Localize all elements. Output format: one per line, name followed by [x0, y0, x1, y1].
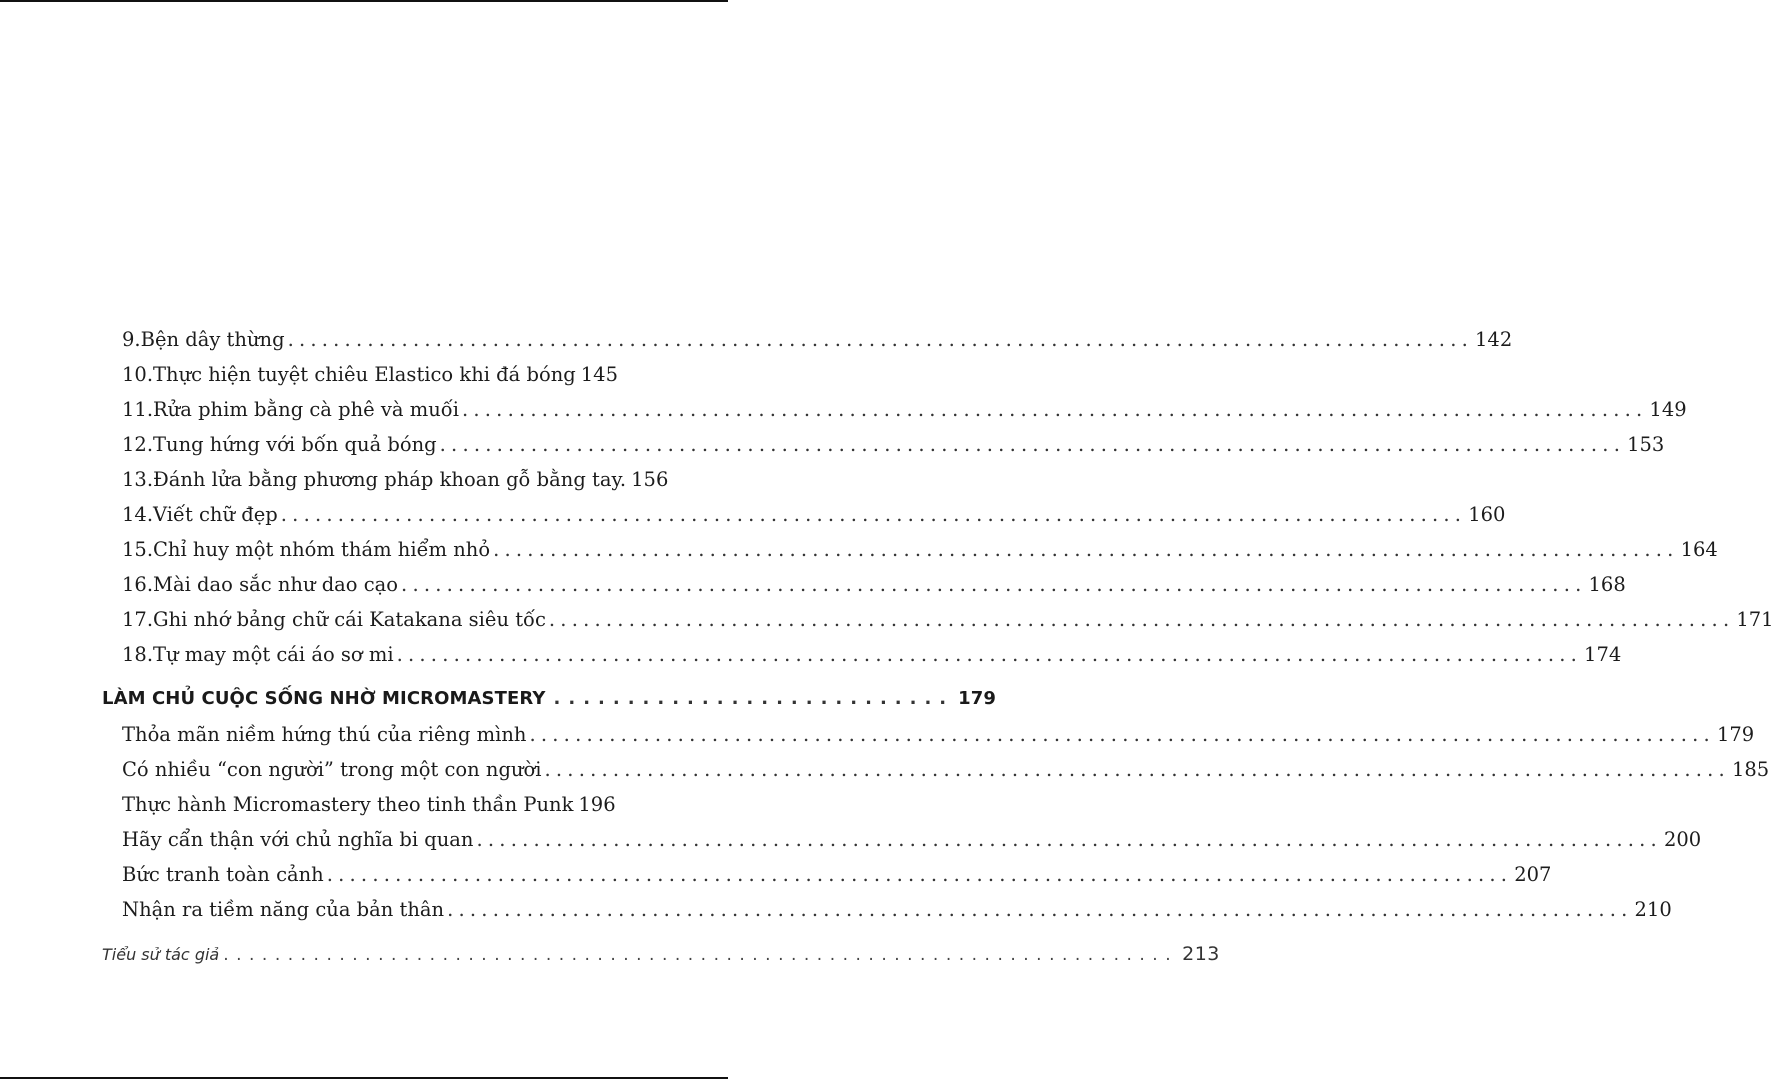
dot-leader: ........................................................................................................: [548, 608, 1735, 631]
entry-title: Bện dây thừng: [140, 328, 285, 351]
entry-title: Tự may một cái áo sơ mi: [153, 643, 394, 666]
toc-entry[interactable]: [122, 538, 1718, 561]
toc-entry[interactable]: [122, 573, 1626, 596]
toc-entry[interactable]: [122, 468, 669, 491]
dot-leader: ........................................................................................................: [439, 433, 1626, 456]
entry-page: 196: [578, 793, 616, 816]
entry-title: Bức tranh toàn cảnh: [122, 863, 324, 886]
entry-page: 149: [1649, 398, 1687, 421]
toc-subentry[interactable]: [122, 828, 1702, 851]
dot-leader: ........................................................................................................: [544, 758, 1730, 781]
section-title: LÀM CHỦ CUỘC SỐNG NHỜ MICROMASTERY: [102, 688, 546, 709]
entry-page: 210: [1634, 898, 1672, 921]
entry-title: Tung hứng với bốn quả bóng: [153, 433, 437, 456]
dot-leader: ........................................................................................................: [493, 538, 1679, 561]
entry-number: 12.: [122, 433, 154, 456]
section-page: 179: [958, 688, 997, 709]
toc-entry[interactable]: [122, 328, 1513, 351]
entry-number: 10.: [122, 363, 154, 386]
entry-page: 168: [1588, 573, 1626, 596]
entry-title: Viết chữ đẹp: [153, 503, 278, 526]
entry-page: 200: [1663, 828, 1702, 851]
toc-subentry[interactable]: [122, 793, 616, 816]
top-border-line: [0, 0, 728, 2]
dot-leader: ...........................: [553, 688, 955, 709]
entry-number: 18.: [122, 643, 154, 666]
entry-title: Rửa phim bằng cà phê và muối: [153, 398, 459, 421]
toc-subentry[interactable]: [122, 723, 1755, 746]
entry-page: 153: [1627, 433, 1665, 456]
entry-title: Thực hiện tuyệt chiêu Elastico khi đá bóng: [153, 363, 576, 386]
bio-page: 213: [1182, 943, 1220, 965]
bio-title: Tiểu sử tác giả: [102, 945, 220, 964]
entry-number: 17.: [122, 608, 154, 631]
toc-subentry[interactable]: [122, 758, 1770, 781]
entry-page: 164: [1680, 538, 1718, 561]
dot-leader: ........................................................................................................: [447, 898, 1633, 921]
entry-title: Thỏa mãn niềm hứng thú của riêng mình: [122, 723, 527, 746]
dot-leader: ........................................................................................................: [476, 828, 1662, 851]
entry-title: Nhận ra tiềm năng của bản thân: [122, 898, 445, 921]
bottom-border-line: [0, 1077, 728, 1079]
dot-leader: ........................................................................................................: [529, 723, 1715, 746]
toc-entry[interactable]: [122, 608, 1774, 631]
toc-entry[interactable]: [122, 643, 1622, 666]
toc-entry[interactable]: [122, 398, 1687, 421]
entry-page: 174: [1584, 643, 1622, 666]
entry-number: 15.: [122, 538, 154, 561]
dot-leader: ........................................................................................................: [280, 503, 1467, 526]
entry-number: 13.: [122, 468, 154, 491]
entry-number: 11.: [122, 398, 154, 421]
entry-page: 185: [1731, 758, 1770, 781]
toc-author-bio[interactable]: [102, 943, 1220, 965]
entry-page: 171: [1736, 608, 1774, 631]
entry-page: 179: [1716, 723, 1755, 746]
toc-section-heading[interactable]: [102, 688, 997, 709]
entry-page: 145: [580, 363, 618, 386]
entry-title: Thực hành Micromastery theo tinh thần Punk: [122, 793, 574, 816]
toc-subentry[interactable]: [122, 863, 1552, 886]
entry-title: Mài dao sắc như dao cạo: [153, 573, 399, 596]
entry-title: Ghi nhớ bảng chữ cái Katakana siêu tốc: [153, 608, 546, 631]
entry-title: Đánh lửa bằng phương pháp khoan gỗ bằng tay.: [153, 468, 627, 491]
toc-entry[interactable]: [122, 433, 1665, 456]
toc-entry[interactable]: [122, 363, 618, 386]
dot-leader: ........................................................................................................: [401, 573, 1587, 596]
dot-leader: ........................................................................................................: [396, 643, 1583, 666]
dot-leader: ........................................................................................................: [461, 398, 1648, 421]
entry-title: Hãy cẩn thận với chủ nghĩa bi quan: [122, 828, 474, 851]
dot-leader: ........................................................................................................: [326, 863, 1513, 886]
dot-leader: ..........................................................................: [223, 945, 1179, 965]
entry-page: 160: [1468, 503, 1506, 526]
toc-entry[interactable]: [122, 503, 1506, 526]
entry-number: 16.: [122, 573, 154, 596]
dot-leader: ........................................................................................................: [287, 328, 1474, 351]
entry-number: 9.: [122, 328, 141, 351]
entry-title: Chỉ huy một nhóm thám hiểm nhỏ: [153, 538, 491, 561]
entry-page: 142: [1475, 328, 1513, 351]
entry-title: Có nhiều “con người” trong một con người: [122, 758, 542, 781]
toc-subentry[interactable]: [122, 898, 1672, 921]
entry-page: 207: [1514, 863, 1552, 886]
entry-number: 14.: [122, 503, 154, 526]
entry-page: 156: [631, 468, 669, 491]
